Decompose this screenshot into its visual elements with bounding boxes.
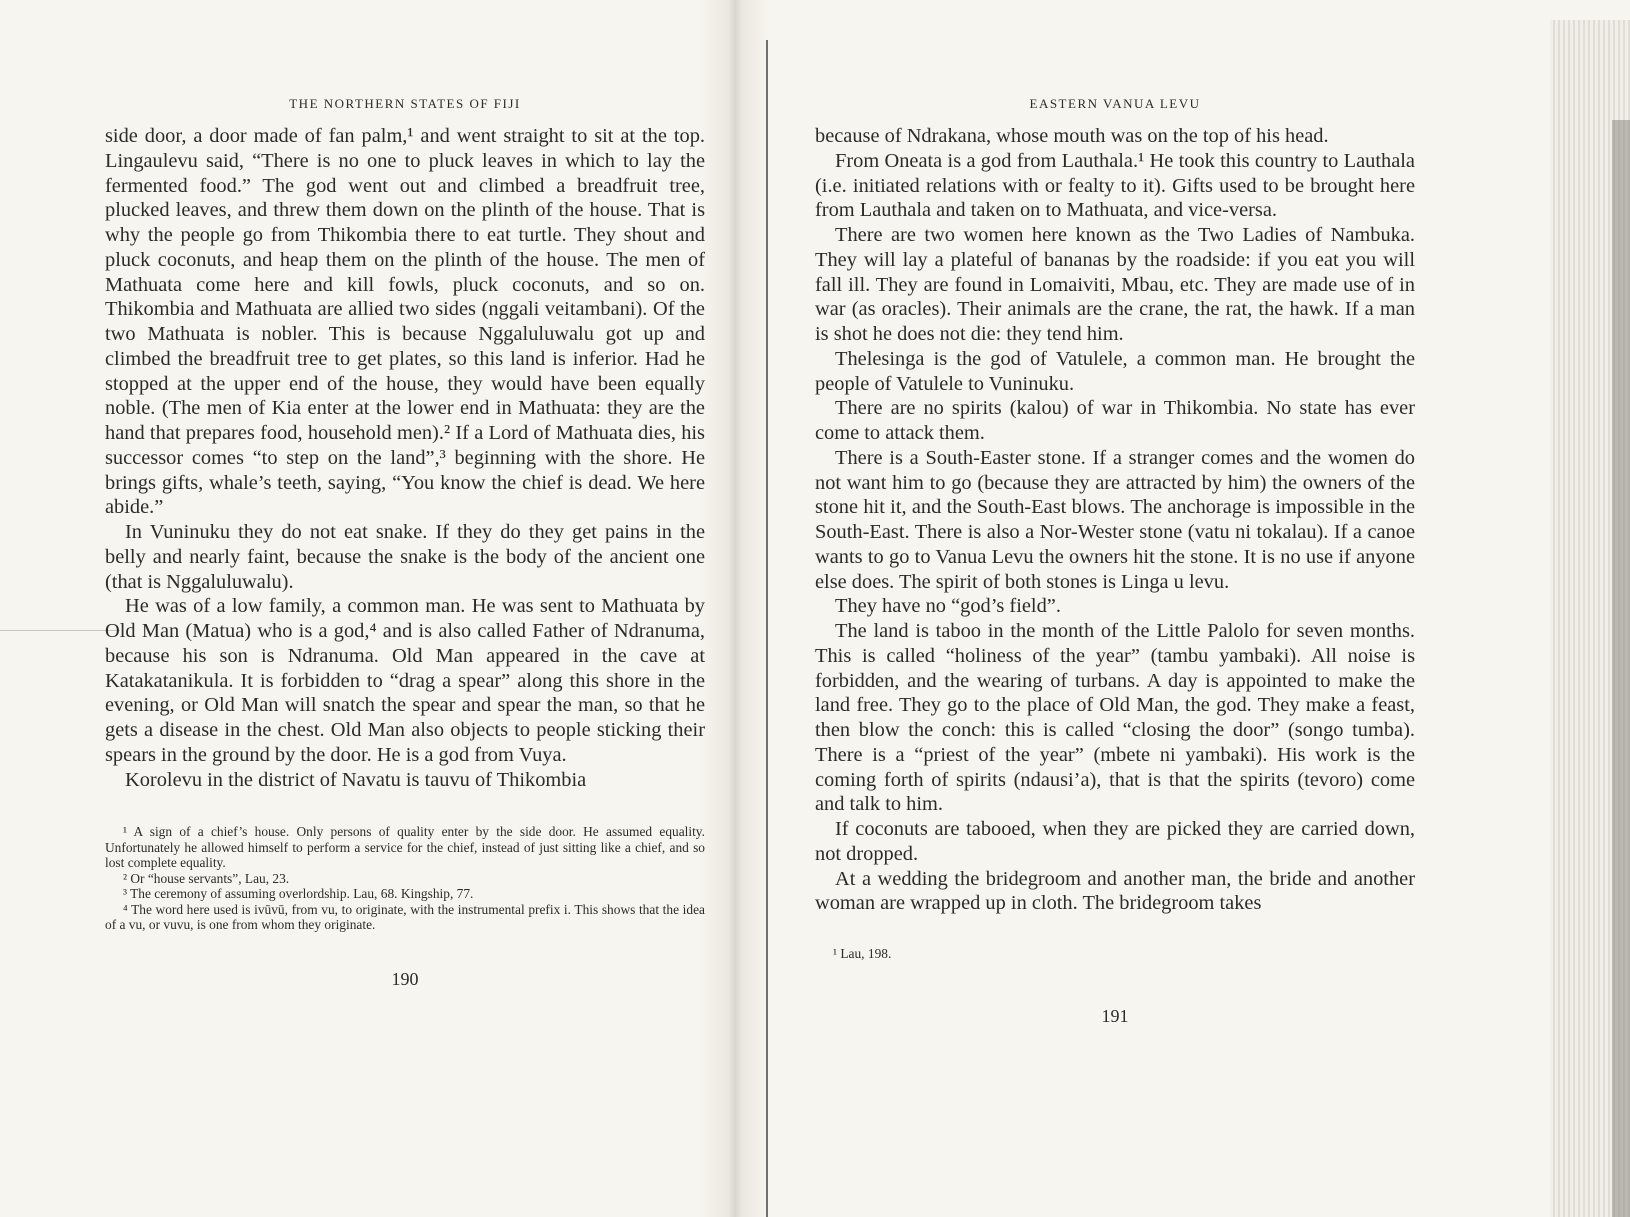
paragraph: At a wedding the bridegroom and another man, the bride and another woman are wrapped up in cloth. The bridegroom takes: [815, 867, 1415, 915]
paragraph: There are two women here known as the Two Ladies of Nambuka. They will lay a plateful of bananas by the roadside: if you eat you will fall ill. They are found in Lomaiviti, Mbau, etc. They are made use of in war (as oracles). Their animals are the crane, the rat, the hawk. If a man is shot he does not die: they tend him.: [815, 224, 1415, 345]
right-page: [815, 96, 1415, 1027]
body-text: [105, 124, 705, 792]
paragraph: Thelesinga is the god of Vatulele, a common man. He brought the people of Vatulele to Vuninuku.: [815, 347, 1415, 395]
paragraph: He was of a low family, a common man. He was sent to Mathuata by Old Man (Matua) who is a god,⁴ and is also called Father of Ndranuma, because his son is Ndranuma. Old Man appeared in the cave at Katakatanikula. It is forbidden to “drag a spear” along this shore in the evening, or Old Man will snatch the spear and spear the man, so that he gets a disease in the chest. Old Man also objects to people sticking their spears in the ground by the door. He is a god from Vuya.: [105, 595, 705, 766]
paragraph: From Oneata is a god from Lauthala.¹ He took this country to Lauthala (i.e. initiated relations with or fealty to it). Gifts used to be brought here from Lauthala and taken on to Mathuata, and vice-versa.: [815, 149, 1415, 222]
footnote: ³ The ceremony of assuming overlordship. Lau, 68. Kingship, 77.: [123, 886, 474, 902]
running-head: THE NORTHERN STATES OF FIJI: [289, 96, 521, 111]
footnotes: [105, 824, 705, 933]
page-number: 190: [391, 968, 419, 989]
paragraph: They have no “god’s field”.: [835, 595, 1061, 618]
gutter-fold-line: [766, 40, 768, 1217]
footnote: ¹ Lau, 198.: [833, 946, 892, 961]
paragraph: There is a South-Easter stone. If a stranger comes and the women do not want him to go (because they are attracted by him) the owners of the stone hit it, and the South-East blows. The anchorage is impossible in the South-East. There is also a Nor-Wester stone (vatu ni tokalau). If a canoe wants to go to Vanua Levu the owners hit the stone. It is no use if anyone else does. The spirit of both stones is Linga u levu.: [815, 446, 1415, 593]
paragraph: side door, a door made of fan palm,¹ and went straight to sit at the top. Lingaulevu said, “There is no one to pluck leaves in which to lay the fermented food.” The god went out and climbed a breadfruit tree, plucked leaves, and threw them down on the plinth of the house. That is why the people go from Thikombia there to eat turtle. They shout and pluck coconuts, and heap them on the plinth of the house. The men of Mathuata come here and kill fowls, pluck coconuts, and so on. Thikombia and Mathuata are allied two sides (nggali veitambani). Of the two Mathuata is nobler. This is because Nggaluluwalu got up and climbed the breadfruit tree to get plates, so this land is inferior. Had he stopped at the upper end of the house, they would have been equally noble. (The men of Kia enter at the lower end in Mathuata: they are the hand that prepares food, household men).² If a Lord of Mathuata dies, his successor comes “to step on the land”,³ beginning with the shore. He brings gifts, whale’s teeth, saying, “You know the chief is dead. We here abide.”: [105, 125, 705, 519]
paragraph: The land is taboo in the month of the Little Palolo for seven months. This is called “holiness of the year” (tambu yambaki). All noise is forbidden, and the wearing of turbans. A day is appointed to make the land free. They go to the place of Old Man, the god. They make a feast, then blow the conch: this is called “closing the door” (songo tumba). There is a “priest of the year” (mbete ni yambaki). His work is the coming forth of spirits (ndausi’a), that is that the spirits (tevoro) come and talk to him.: [815, 620, 1415, 816]
paragraph: There are no spirits (kalou) of war in Thikombia. No state has ever come to attack them.: [815, 397, 1415, 444]
page-number: 191: [1101, 1005, 1129, 1026]
paragraph: If coconuts are tabooed, when they are picked they are carried down, not dropped.: [815, 818, 1415, 865]
paragraph: In Vuninuku they do not eat snake. If they do they get pains in the belly and nearly faint, because the snake is the body of the ancient one (that is Nggaluluwalu).: [105, 521, 705, 593]
book-gutter: [700, 0, 770, 1217]
footnotes: [815, 946, 1415, 962]
running-head: EASTERN VANUA LEVU: [1029, 96, 1201, 111]
margin-rule: [0, 630, 120, 631]
footnote: ¹ A sign of a chief’s house. Only persons of quality enter by the side door. He assumed equality. Unfortunately he allowed himself to perform a service for the chief, instead of just sitting like a chief, and so lost complete equality.: [105, 824, 705, 871]
paragraph: because of Ndrakana, whose mouth was on the top of his head.: [815, 125, 1329, 147]
footnote: ⁴ The word here used is ivūvū, from vu, to originate, with the instrumental prefix i. This shows that the idea of a vu, or vuvu, is one from whom they originate.: [105, 901, 705, 933]
footnote: ² Or “house servants”, Lau, 23.: [123, 870, 290, 886]
paragraph: Korolevu in the district of Navatu is tauvu of Thikombia: [125, 768, 587, 791]
page-edge-shadow: [1612, 120, 1630, 1217]
body-text: [815, 124, 1415, 916]
left-page: [105, 96, 705, 990]
